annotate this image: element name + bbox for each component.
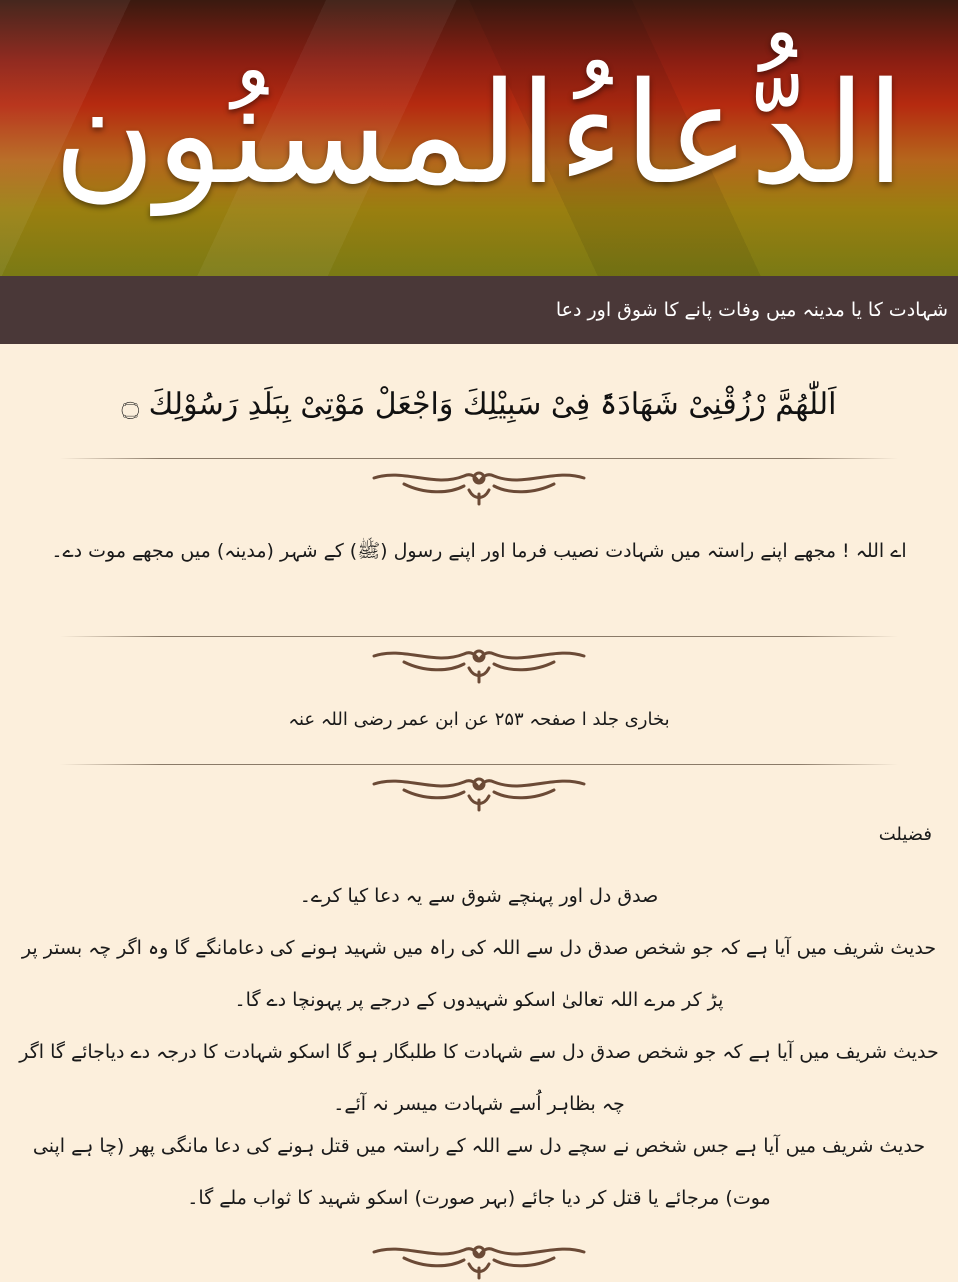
fazilat-heading: فضیلت (878, 824, 932, 845)
ornament-divider (60, 636, 898, 686)
urdu-translation: اے اللہ ! مجھے اپنے راستہ میں شہادت نصیب فرما اور اپنے رسول (ﷺ) کے شہر (مدینہ) میں مجھے موت دے۔ (51, 540, 907, 562)
subheading-bar (0, 276, 958, 344)
virtue-paragraph: صدق دل اور پہنچے شوق سے یہ دعا کیا کرے۔ (299, 885, 659, 907)
banner-title: الدُّعاءُالمسنُون (53, 53, 905, 216)
ornament-icon (364, 770, 594, 812)
virtue-paragraph: حدیث شریف میں آیا ہے جس شخص نے سچے دل سے اللہ کے راستہ میں قتل ہونے کی دعا مانگی پھر (چا ہے اپنی موت) مرجائے یا قتل کر دیا جائے (بہر صورت) اسکو شہید کا ثواب ملے گا۔ (32, 1135, 926, 1209)
virtue-paragraph: حدیث شریف میں آیا ہے کہ جو شخص صدق دل سے شہادت کا طلبگار ہو گا اسکو شہادت کا درجہ دے دیاجائے گا اگر چہ بظاہر اُسے شہادت میسر نہ آئے۔ (19, 1041, 939, 1115)
ornament-icon (364, 464, 594, 506)
ornament-divider (60, 1232, 898, 1282)
dua-arabic-text: اَللّٰھُمَّ رْزُقْنِیْ شَھَادَۃً فِیْ سَبِیْلِكَ وَاجْعَلْ مَوْتِیْ بِبَلَدِ رَسُوْلِكَ ۝ (121, 387, 837, 422)
virtue-paragraph: حدیث شریف میں آیا ہے کہ جو شخص صدق دل سے اللہ کی راہ میں شہید ہونے کی دعامانگے گا وہ اگر چہ بستر پر پڑ کر مرے اللہ تعالیٰ اسکو شہیدوں کے درجے پر پہونچا دے گا۔ (21, 937, 937, 1011)
ornament-icon (364, 1238, 594, 1280)
ornament-divider (60, 764, 898, 814)
header-banner (0, 0, 958, 276)
subheading-text: شہادت کا یا مدینہ میں وفات پانے کا شوق اور دعا (555, 299, 948, 321)
ornament-icon (364, 642, 594, 684)
hadith-reference: بخاری جلد ا صفحہ ۲۵۳ عن ابن عمر رضی اللہ عنہ (288, 709, 670, 730)
ornament-divider (60, 458, 898, 508)
